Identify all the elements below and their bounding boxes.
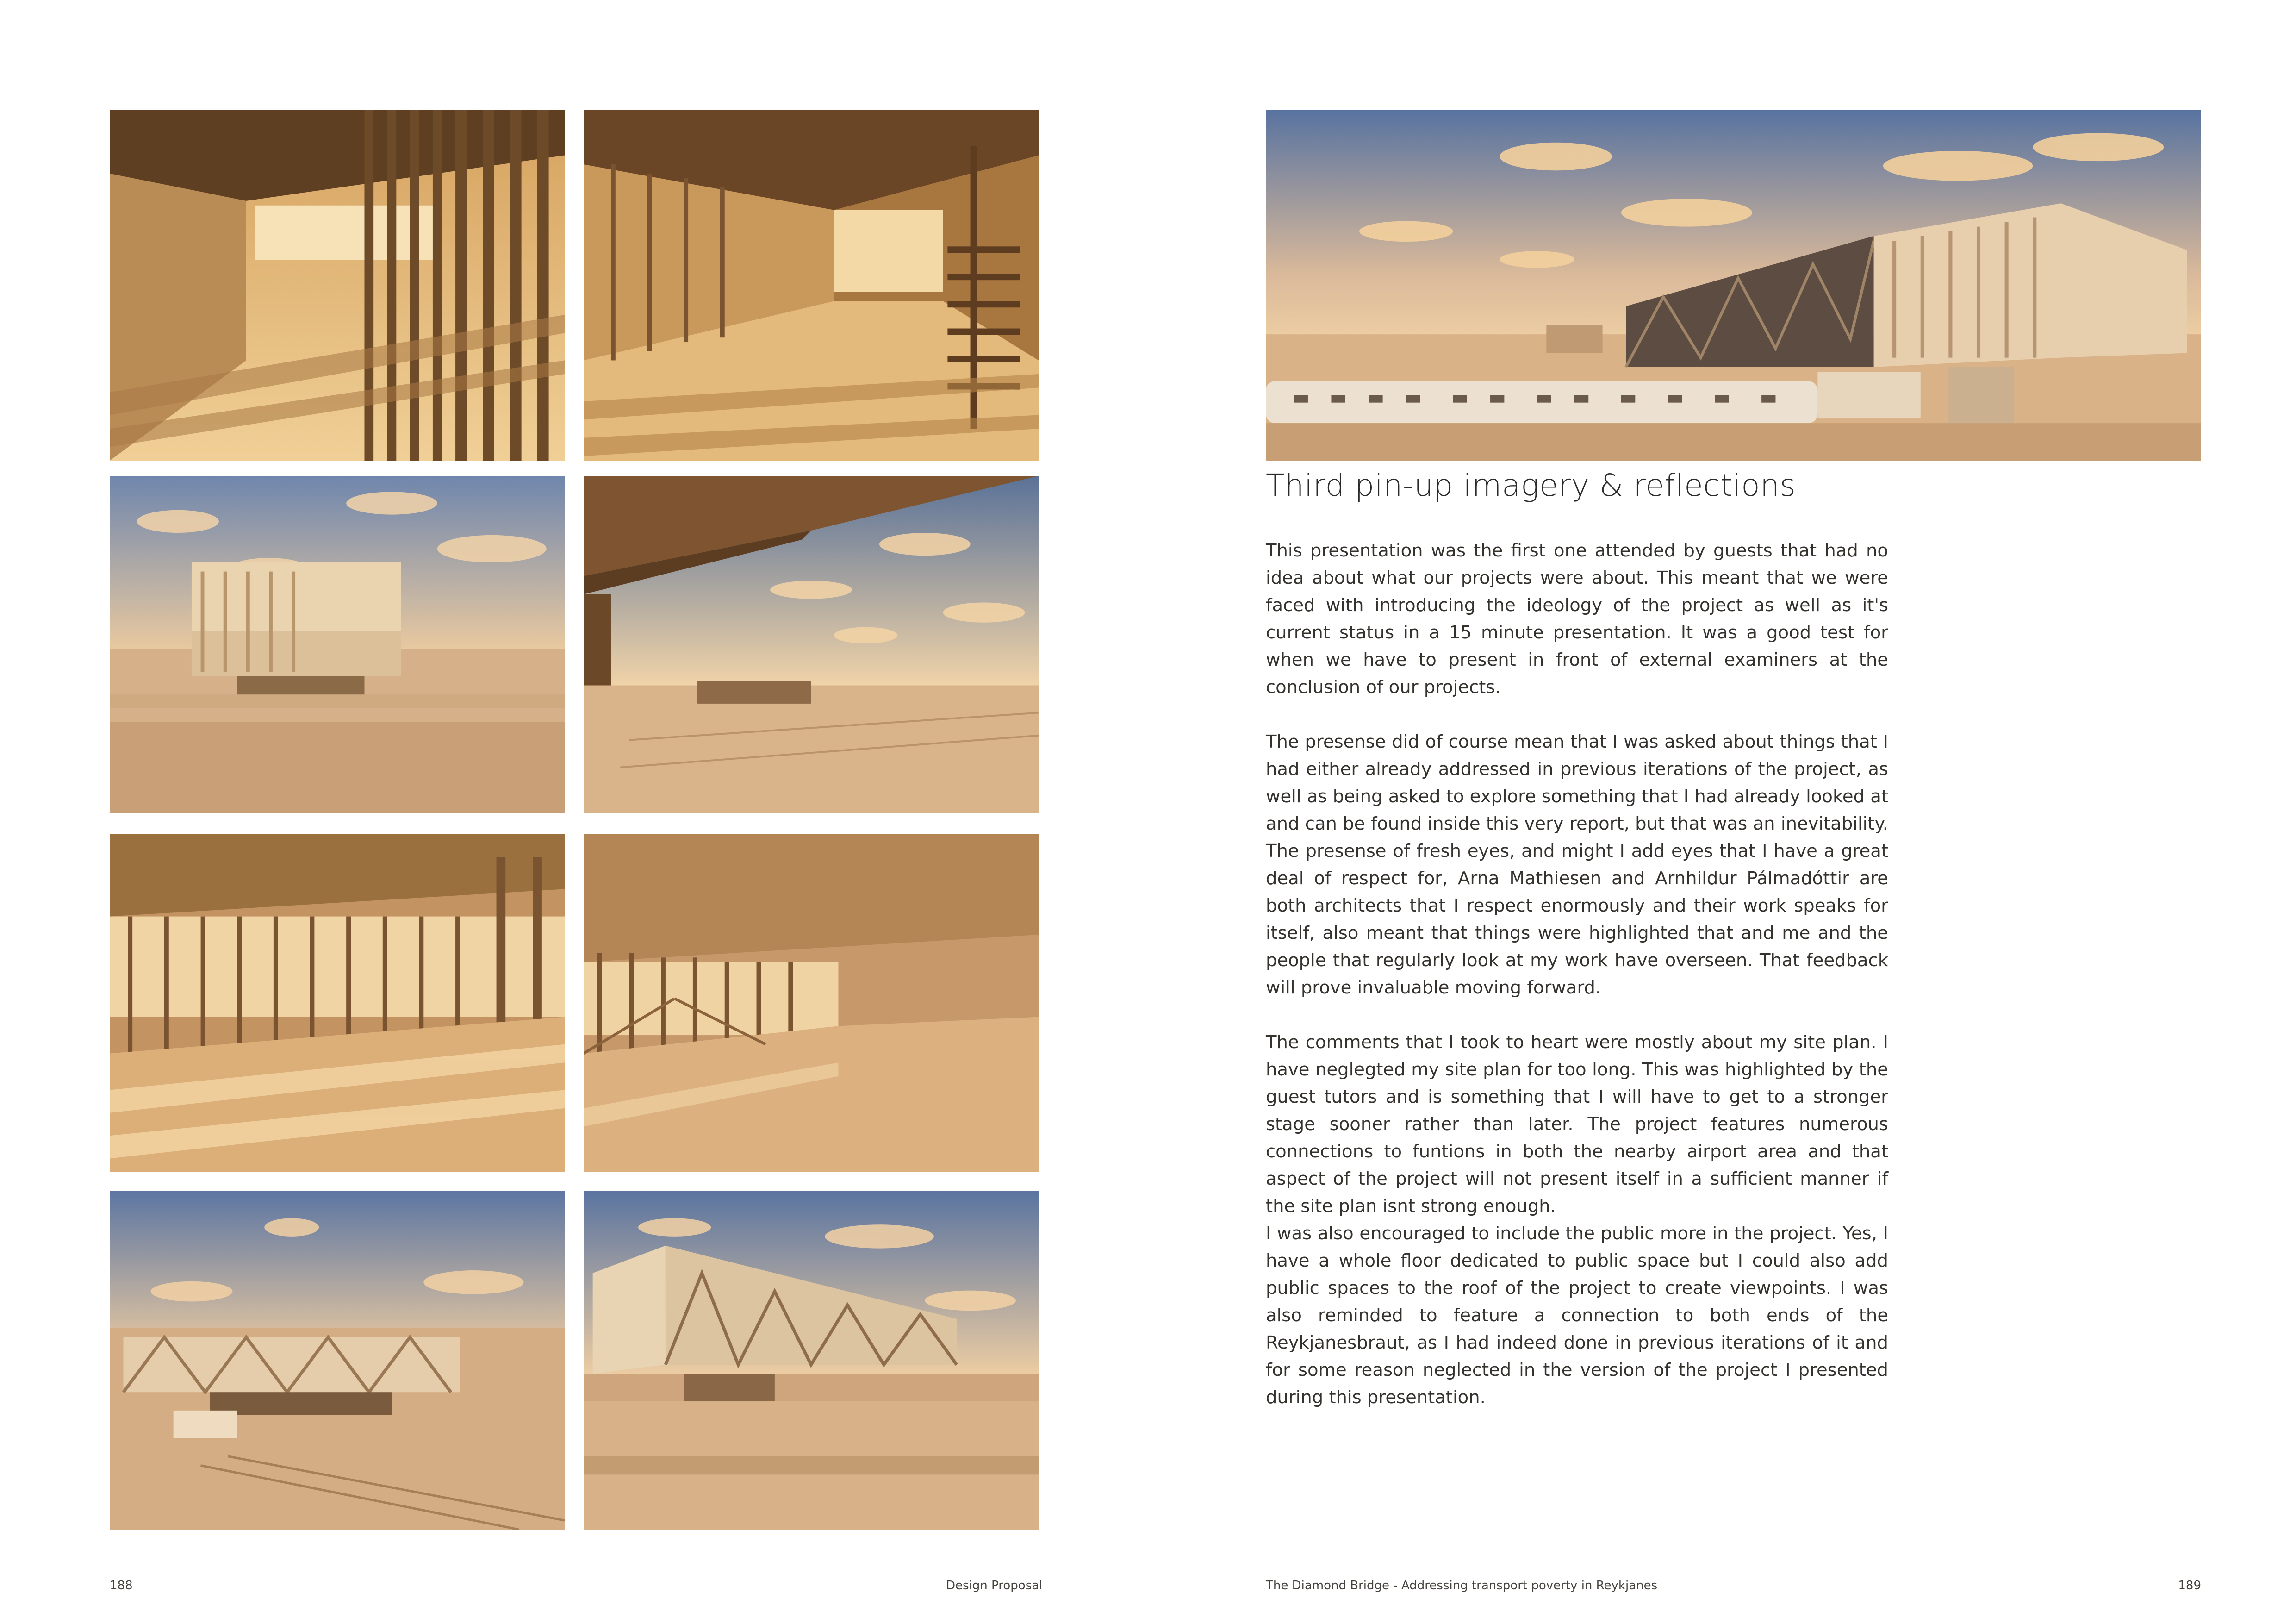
render-interior-glazed-hall: [110, 834, 565, 1172]
render-exterior-front-elevation: [110, 476, 565, 813]
paragraph-1: This presentation was the first one attended by guests that had no idea about what our projects were about. This meant that we were faced with introducing the ideology of the project as well as it's current status in a 15 minute presentation. It was a good test for when we have to present in front of external examiners at the conclusion of our projects.: [1266, 540, 1888, 698]
render-exterior-perspective: [584, 1191, 1039, 1530]
section-heading: Third pin-up imagery & reflections: [1266, 468, 1796, 503]
render-interior-corridor-slats: [110, 110, 565, 461]
section-title: Design Proposal: [946, 1579, 1043, 1593]
paragraph-3: The comments that I took to heart were mostly about my site plan. I have neglegted my site plan for too long. This was highlighted by the guest tutors and is something that I will have to get to a stronger stage sooner rather than later. The project features numerous connections to funtions in both the nearby airport area and that aspect of the project will not present itself in a sufficient manner if the site plan isnt strong enough.: [1266, 1032, 1888, 1217]
render-interior-stair-glazing: [584, 110, 1039, 461]
running-title: The Diamond Bridge - Addressing transport poverty in Reykjanes: [1266, 1579, 1658, 1593]
render-interior-open-floor: [584, 834, 1039, 1172]
page-number-right: 189: [2178, 1579, 2201, 1593]
body-text: [1266, 537, 1888, 1411]
render-view-from-canopy: [584, 476, 1039, 813]
page-number-left: 188: [110, 1579, 133, 1593]
render-station-train-panorama: [1266, 110, 2201, 461]
render-exterior-bridge-tracks: [110, 1191, 565, 1530]
paragraph-2: The presense did of course mean that I was asked about things that I had either already addressed in previous iterations of the project, as well as being asked to explore something that I had already looked at and can be found inside this very report, but that was an inevitability. The presense of fresh eyes, and might I add eyes that I have a great deal of respect for, Arna Mathiesen and Arnhildur Pálmadóttir are both architects that I respect enormously and their work speaks for itself, also meant that things were highlighted that and me and the people that regularly look at my work have overseen. That feedback will prove invaluable moving forward.: [1266, 731, 1888, 998]
paragraph-4: I was also encouraged to include the public more in the project. Yes, I have a whole floor dedicated to public space but I could also add public spaces to the roof of the project to create viewpoints. I was also reminded to feature a connection to both ends of the Reykjanesbraut, as I had indeed done in previous iterations of it and for some reason neglected in the version of the project I presented during this presentation.: [1266, 1223, 1888, 1408]
